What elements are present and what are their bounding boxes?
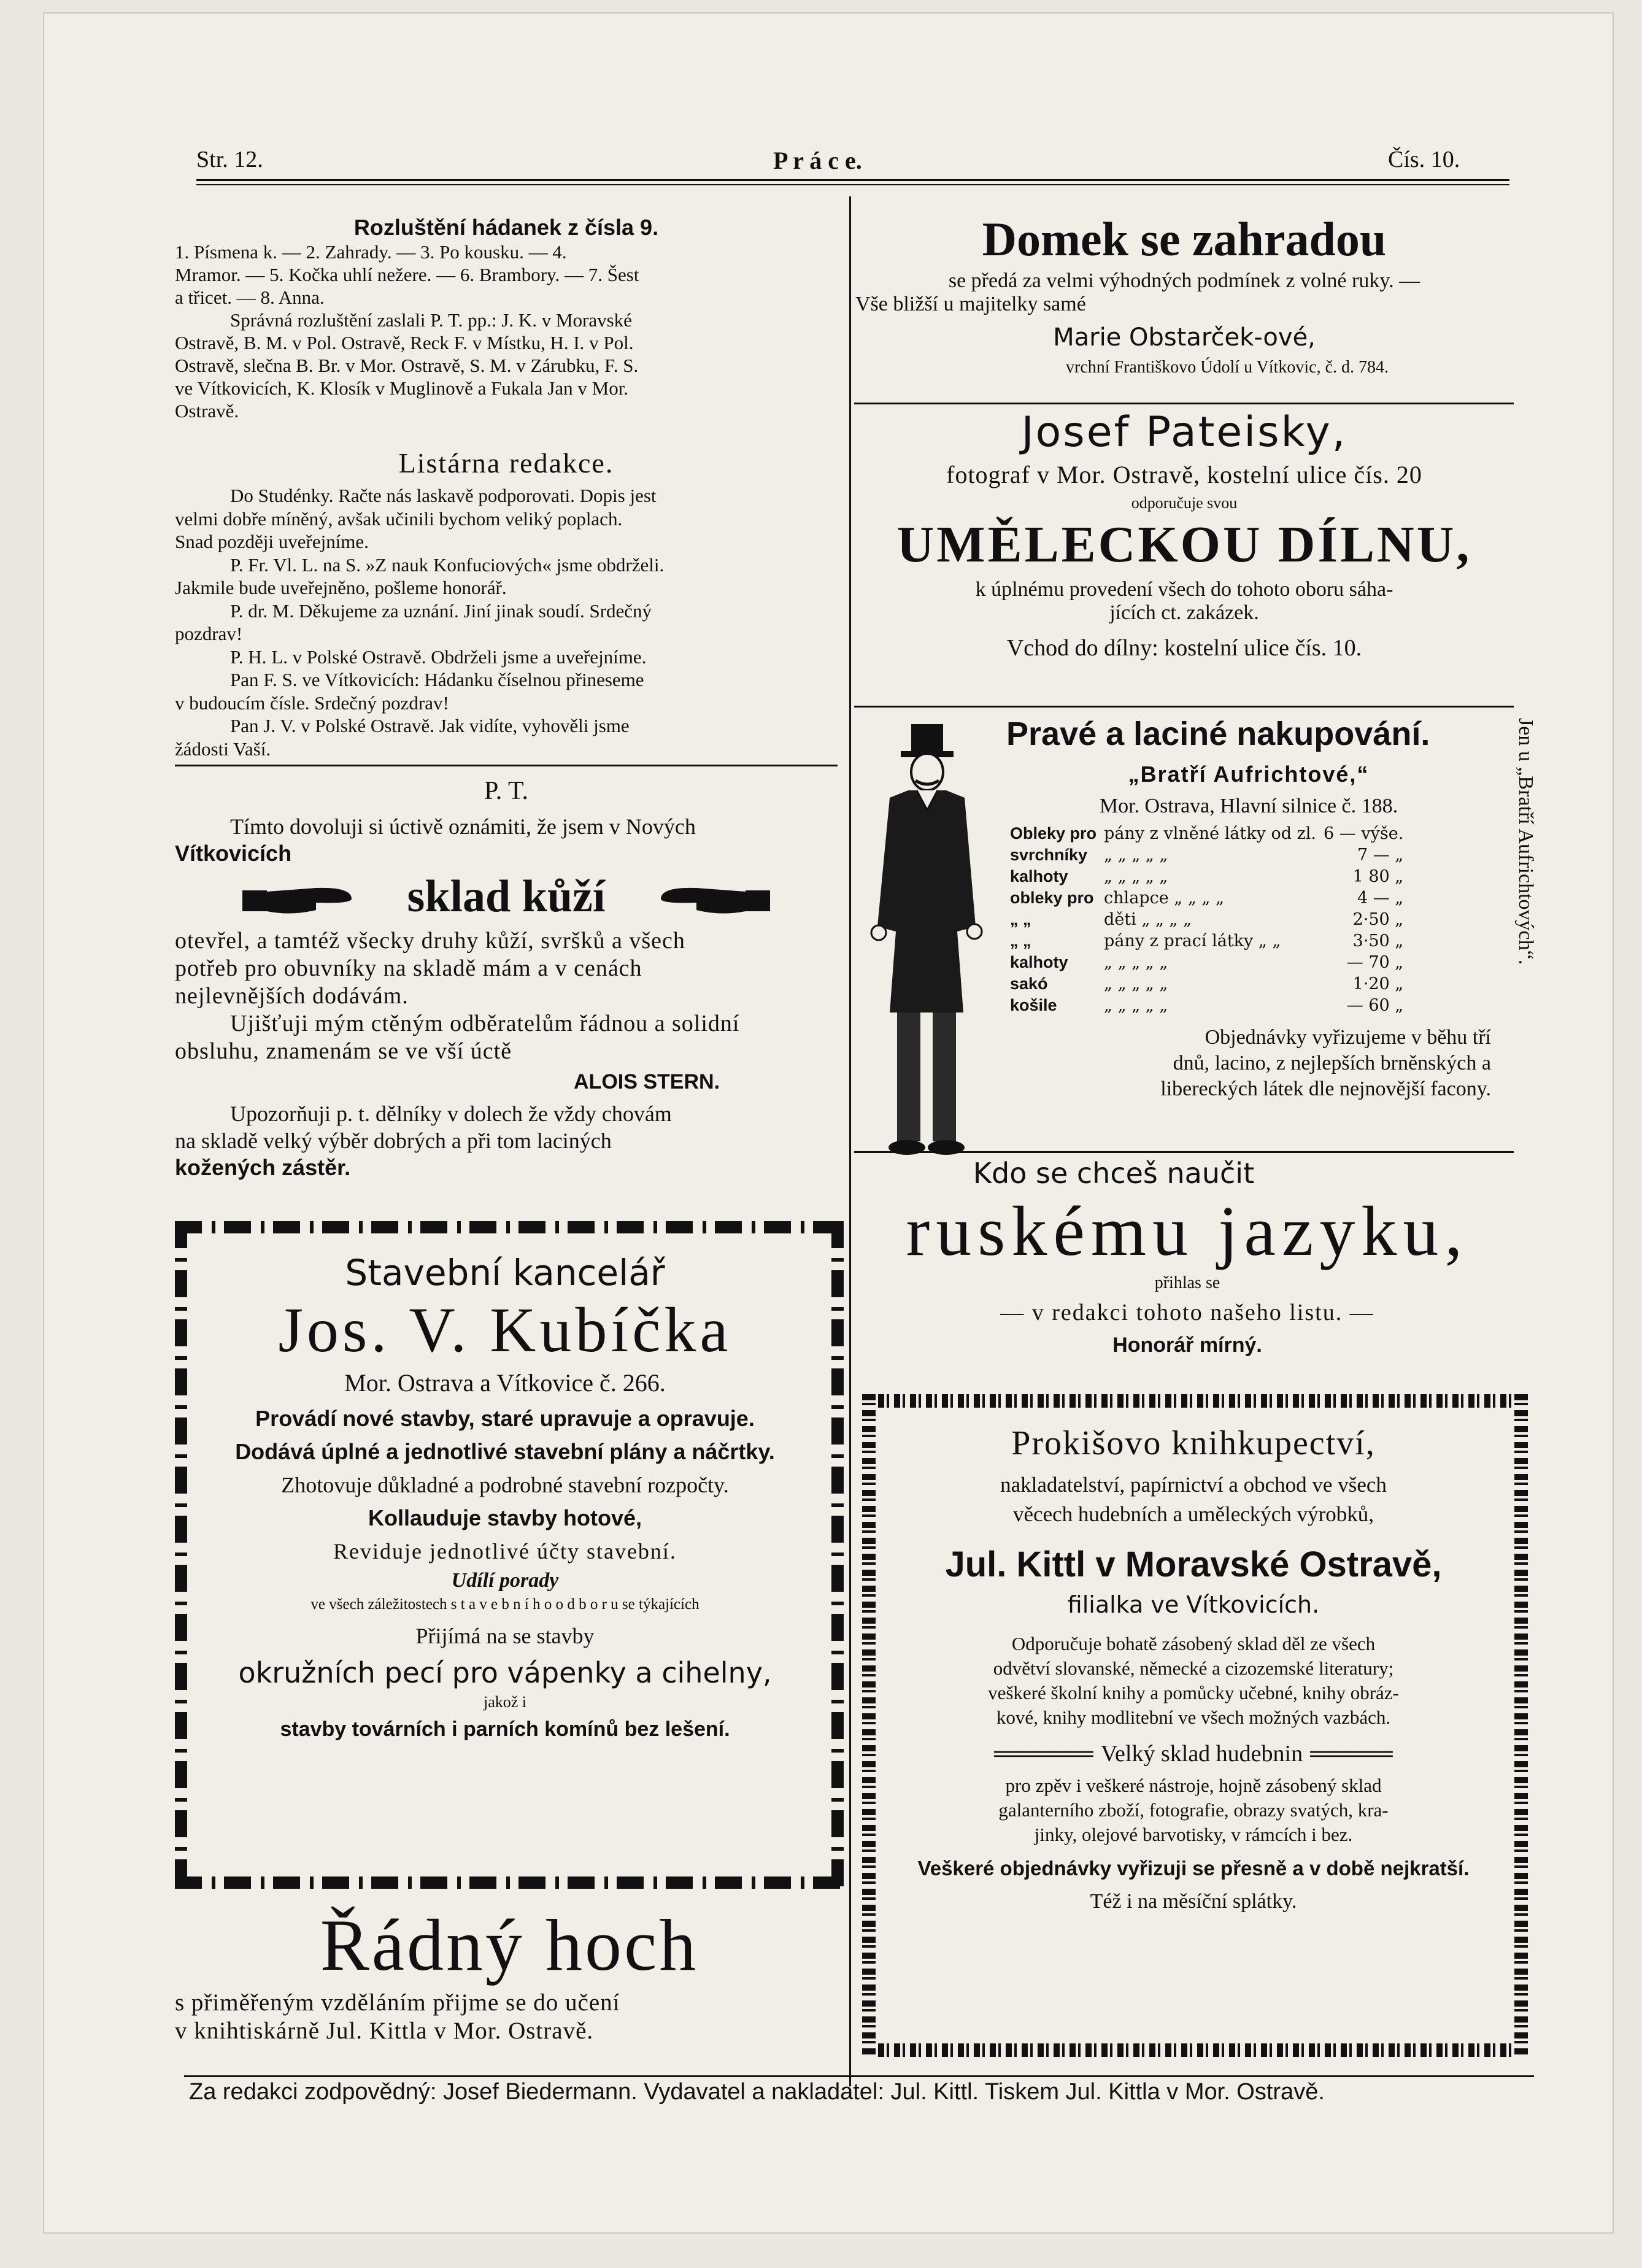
- price-value: 6 — výše.: [1324, 824, 1404, 843]
- leather-body: potřeb pro obuvníky na skladě mám a v cenách: [175, 955, 642, 981]
- apprentice-headline: Řádný hoch: [320, 1904, 699, 1986]
- kubicka-border-right: [831, 1221, 844, 1889]
- price-item: „ „: [1010, 910, 1031, 928]
- kubicka-line: ve všech záležitostech s t a v e b n í h o o d b o r u se týkajících: [310, 1596, 700, 1613]
- photographer-entrance: Vchod do dílny: kostelní ulice čís. 10.: [1006, 635, 1362, 661]
- puzzle-title: Rozluštění hádanek z čísla 9.: [353, 215, 659, 240]
- shopping-address: Mor. Ostrava, Hlavní silnice č. 188.: [1099, 795, 1398, 817]
- kubicka-kicker: Stavební kancelář: [345, 1252, 665, 1294]
- price-description: „ „ „ „ „: [1104, 867, 1168, 886]
- price-description: „ „ „ „ „: [1104, 974, 1168, 993]
- price-item: svrchníky: [1010, 846, 1088, 864]
- letter-line: v budoucím čísle. Srdečný pozdrav!: [175, 692, 449, 714]
- photographer-line: jících ct. zakázek.: [1109, 601, 1259, 624]
- puzzle-line: a třicet. — 8. Anna.: [175, 287, 325, 308]
- kubicka-line: Reviduje jednotlivé účty stavební.: [333, 1539, 677, 1564]
- puzzle-line: 1. Písmena k. — 2. Zahrady. — 3. Po kousku. — 4.: [175, 241, 567, 263]
- kubicka-line: Zhotovuje důkladné a podrobné stavební rozpočty.: [281, 1473, 729, 1497]
- gentleman-illustration: [865, 724, 988, 1166]
- header-rule-thin: [196, 184, 1509, 185]
- letter-line: P. Fr. Vl. L. na S. »Z nauk Konfuciových« jsme obdrželi.: [230, 554, 665, 576]
- bookshop-body: kové, knihy modlitební ve všech možných vazbách.: [996, 1707, 1391, 1728]
- bookshop-border-left: [862, 1394, 876, 2057]
- editor-letters: [175, 447, 838, 760]
- house-ad: [853, 212, 1516, 377]
- bookshop-music-line: jinky, olejové barvotisky, v rámcích i bez.: [1034, 1824, 1353, 1845]
- bookshop-music: Velký sklad hudebnin: [1100, 1741, 1303, 1767]
- price-item: kalhoty: [1010, 867, 1068, 885]
- solvers-line: Ostravě, slečna B. Br. v Mor. Ostravě, S. M. v Zárubku, F. S.: [175, 355, 639, 376]
- letter-line: Pan F. S. ve Vítkovicích: Hádanku číselnou přineseme: [230, 669, 644, 690]
- price-item: kalhoty: [1010, 953, 1068, 971]
- rule-ornament-right: ═════: [1310, 1741, 1393, 1767]
- price-item: obleky pro: [1010, 889, 1094, 907]
- shopping-vertical-slogan: Jen u „Bratří Aufrichtových“.: [1514, 718, 1537, 965]
- price-item: sakó: [1010, 974, 1048, 993]
- price-value: 1·20 „: [1352, 974, 1404, 993]
- bookshop-body: odvětví slovanské, německé a cizozemské literatury;: [993, 1657, 1394, 1679]
- russian-fee: Honorář mírný.: [1112, 1333, 1262, 1357]
- kubicka-border-top: [175, 1221, 844, 1233]
- kubicka-line: okružních pecí pro vápenky a cihelny,: [238, 1656, 772, 1689]
- price-row: [1006, 973, 1407, 995]
- kubicka-line: Provádí nové stavby, staré upravuje a opravuje.: [255, 1406, 755, 1431]
- footer-rule: [184, 2075, 1534, 2077]
- kubicka-name: Jos. V. Kubíčka: [278, 1295, 732, 1365]
- bookshop-music-line: galanterního zboží, fotografie, obrazy svatých, kra-: [998, 1799, 1389, 1821]
- price-row: [1006, 995, 1407, 1016]
- page-number: Str. 12.: [196, 147, 263, 172]
- house-address: vrchní Františkovo Údolí u Vítkovic, č. d. 784.: [1066, 358, 1389, 377]
- russian-ad: [853, 1157, 1522, 1357]
- price-description: „ „ „ „ „: [1104, 846, 1168, 865]
- shopping-footer: libereckých látek dle nejnovější facony.: [1160, 1078, 1491, 1100]
- photographer-name: Josef Pateisky,: [1021, 408, 1347, 457]
- shopping-headline: Pravé a laciné nakupování.: [1006, 716, 1430, 752]
- price-row: [1006, 930, 1407, 952]
- leather-headline: sklad kůží: [407, 871, 606, 922]
- kubicka-line: Udílí porady: [451, 1569, 559, 1592]
- bookshop-border-right: [1514, 1394, 1528, 2057]
- bookshop-owner: Jul. Kittl v Moravské Ostravě,: [945, 1545, 1442, 1584]
- price-value: 7 — „: [1357, 846, 1404, 865]
- price-description: „ „ „ „ „: [1104, 996, 1168, 1015]
- header-rule: [196, 179, 1509, 181]
- price-value: — 70 „: [1346, 953, 1404, 972]
- house-owner: Marie Obstarček-ové,: [1053, 323, 1316, 352]
- letter-line: Jakmile bude uveřejněno, pošleme honorář.: [175, 577, 507, 598]
- bookshop-music-line: pro zpěv i veškeré nástroje, hojně zásobený sklad: [1005, 1775, 1382, 1796]
- bookshop-ad: [884, 1424, 1503, 1913]
- bookshop-branch: filialka ve Vítkovicích.: [1067, 1591, 1320, 1618]
- leather-note: na skladě velký výběr dobrých a při tom laciných: [175, 1128, 612, 1153]
- photographer-headline: UMĚLECKOU DÍLNU,: [896, 516, 1472, 573]
- price-value: 2·50 „: [1352, 910, 1404, 929]
- price-item: košile: [1010, 996, 1057, 1014]
- solvers-line: Ostravě.: [175, 400, 239, 422]
- photographer-recommends: odporučuje svou: [1131, 494, 1238, 512]
- leather-intro-place: Vítkovicích: [175, 841, 292, 866]
- bookshop-border-top: [862, 1394, 1528, 1408]
- kubicka-line: stavby továrních i parních komínů bez lešení.: [280, 1718, 730, 1741]
- russian-headline: ruskému jazyku,: [906, 1192, 1469, 1271]
- kubicka-line: jakož i: [483, 1693, 527, 1711]
- letters-title: Listárna redakce.: [398, 447, 614, 479]
- leather-signature: ALOIS STERN.: [574, 1070, 720, 1094]
- house-line: se předá za velmi výhodných podmínek z volné ruky. —: [948, 269, 1420, 292]
- apprentice-line: v knihtiskárně Jul. Kittla v Mor. Ostravě.: [175, 2018, 594, 2044]
- pointing-hand-left-icon: [660, 882, 770, 919]
- shopping-footer: dnů, lacino, z nejlepších brněnských a: [1173, 1052, 1491, 1074]
- section-rule: [175, 765, 838, 766]
- price-row: [1006, 952, 1407, 973]
- bookshop-name: Prokišovo knihkupectví,: [1011, 1424, 1376, 1462]
- shopping-ad: [1006, 715, 1491, 1102]
- puzzle-line: Mramor. — 5. Kočka uhlí nežere. — 6. Brambory. — 7. Šest: [175, 264, 639, 285]
- photographer-line: k úplnému provedení všech do tohoto oboru sáha-: [975, 578, 1393, 601]
- russian-line: — v redakci tohoto našeho listu. —: [1000, 1300, 1374, 1325]
- bookshop-installments: Též i na měsíční splátky.: [1090, 1890, 1297, 1913]
- kubicka-line: Kollauduje stavby hotové,: [368, 1505, 642, 1530]
- bookshop-line: nakladatelství, papírnictví a obchod ve všech: [1000, 1473, 1387, 1497]
- price-row: [1006, 909, 1407, 930]
- leather-body: obsluhu, znamenám se ve vší úctě: [175, 1038, 512, 1064]
- leather-body: nejlevnějších dodávám.: [175, 983, 409, 1009]
- leather-note: kožených zástěr.: [175, 1155, 351, 1180]
- leather-ad: [175, 776, 838, 1181]
- pointing-hand-right-icon: [242, 882, 353, 919]
- bookshop-body: veškeré školní knihy a pomůcky učebné, knihy obráz-: [988, 1682, 1399, 1703]
- letter-line: P. dr. M. Děkujeme za uznání. Jiní jinak soudí. Srdečný: [230, 600, 652, 622]
- shopping-footer: Objednávky vyřizujeme v běhu tří: [1205, 1026, 1491, 1049]
- solvers-line: ve Vítkovicích, K. Klosík v Muglinově a Fukala Jan v Mor.: [175, 377, 629, 399]
- kubicka-address: Mor. Ostrava a Vítkovice č. 266.: [344, 1369, 666, 1397]
- letter-line: velmi dobře míněný, avšak učinili bychom veliký poplach.: [175, 507, 623, 530]
- letter-line: žádosti Vaší.: [175, 738, 271, 760]
- letter-line: P. H. L. v Polské Ostravě. Obdrželi jsme a uveřejníme.: [230, 646, 647, 668]
- price-row: [1006, 866, 1407, 887]
- photographer-ad: [853, 408, 1516, 662]
- apprentice-ad: [175, 1905, 844, 2045]
- bookshop-body: Odporučuje bohatě zásobený sklad děl ze všech: [1011, 1633, 1376, 1654]
- letter-line: Snad později uveřejníme.: [175, 531, 369, 552]
- leather-intro: Tímto dovoluji si úctivě oznámiti, že jsem v Nových: [230, 814, 696, 839]
- price-description: „ „ „ „ „: [1104, 953, 1168, 972]
- price-value: 1 80 „: [1352, 867, 1404, 886]
- column-divider: [849, 196, 851, 2086]
- kubicka-line: Přijímá na se stavby: [415, 1624, 595, 1648]
- letter-line: pozdrav!: [175, 623, 243, 644]
- kubicka-border-left: [175, 1221, 187, 1889]
- bookshop-border-bottom: [862, 2043, 1528, 2057]
- solvers-line: Ostravě, B. M. v Pol. Ostravě, Reck F. v Místku, H. I. v Pol.: [175, 332, 634, 353]
- bookshop-line: věcech hudebních a uměleckých výrobků,: [1013, 1502, 1374, 1526]
- price-row: [1006, 887, 1407, 909]
- imprint: Za redakci zodpovědný: Josef Biedermann. Vydavatel a nakladatel: Jul. Kittl. Tiskem Jul. Kittla v Mor. Ostravě.: [189, 2079, 1325, 2105]
- house-headline: Domek se zahradou: [982, 212, 1387, 266]
- photographer-line: fotograf v Mor. Ostravě, kostelní ulice čís. 20: [946, 461, 1422, 488]
- leather-note: Upozorňuji p. t. dělníky v dolech že vždy chovám: [230, 1101, 672, 1126]
- kubicka-line: Dodává úplné a jednotlivé stavební plány a náčrtky.: [235, 1439, 775, 1464]
- leather-salutation: P. T.: [484, 777, 528, 805]
- price-table: [1006, 823, 1407, 1016]
- kubicka-ad: [195, 1252, 815, 1742]
- letter-line: Pan J. V. v Polské Ostravě. Jak vidíte, vyhověli jsme: [230, 715, 630, 736]
- leather-body: otevřel, a tamtéž všecky druhy kůží, svršků a všech: [175, 928, 685, 954]
- price-description: pány z vlněné látky od zl.: [1104, 824, 1317, 843]
- price-row: [1006, 823, 1407, 844]
- apprentice-line: s přiměřeným vzděláním přijme se do učení: [175, 1989, 620, 2016]
- house-line: Vše bližší u majitelky samé: [855, 293, 1086, 315]
- price-item: Obleky pro: [1010, 824, 1097, 843]
- shopping-firm: „Bratří Aufrichtové,“: [1128, 762, 1370, 787]
- bookshop-orders: Veškeré objednávky vyřizuji se přesně a v době nejkratší.: [917, 1857, 1470, 1880]
- price-description: děti „ „ „ „: [1104, 910, 1192, 929]
- price-row: [1006, 844, 1407, 866]
- price-value: — 60 „: [1346, 996, 1404, 1015]
- letter-line: Do Studénky. Račte nás laskavě podporovati. Dopis jest: [230, 485, 657, 506]
- bookshop-music-row: [884, 1740, 1503, 1767]
- rule-ornament-left: ══════: [994, 1741, 1093, 1767]
- russian-sub: přihlas se: [1154, 1273, 1220, 1292]
- kubicka-border-bottom: [175, 1876, 844, 1889]
- section-rule: [854, 706, 1514, 708]
- russian-kicker: Kdo se chceš naučit: [973, 1157, 1255, 1190]
- price-value: 4 — „: [1357, 889, 1404, 908]
- price-description: pány z prací látky „ „: [1104, 932, 1281, 951]
- section-rule: [854, 403, 1514, 404]
- price-value: 3·50 „: [1352, 932, 1404, 951]
- section-rule: [854, 1151, 1514, 1153]
- price-item: „ „: [1010, 932, 1031, 950]
- issue-number: Čís. 10.: [1388, 147, 1460, 172]
- solvers-line: Správná rozluštění zaslali P. T. pp.: J. K. v Moravské: [230, 309, 632, 331]
- newspaper-title: P r á c e.: [773, 147, 862, 174]
- leather-body: Ujišťuji mým ctěným odběratelům řádnou a solidní: [230, 1011, 740, 1036]
- price-description: chlapce „ „ „ „: [1104, 889, 1224, 908]
- puzzle-solutions: [175, 215, 838, 422]
